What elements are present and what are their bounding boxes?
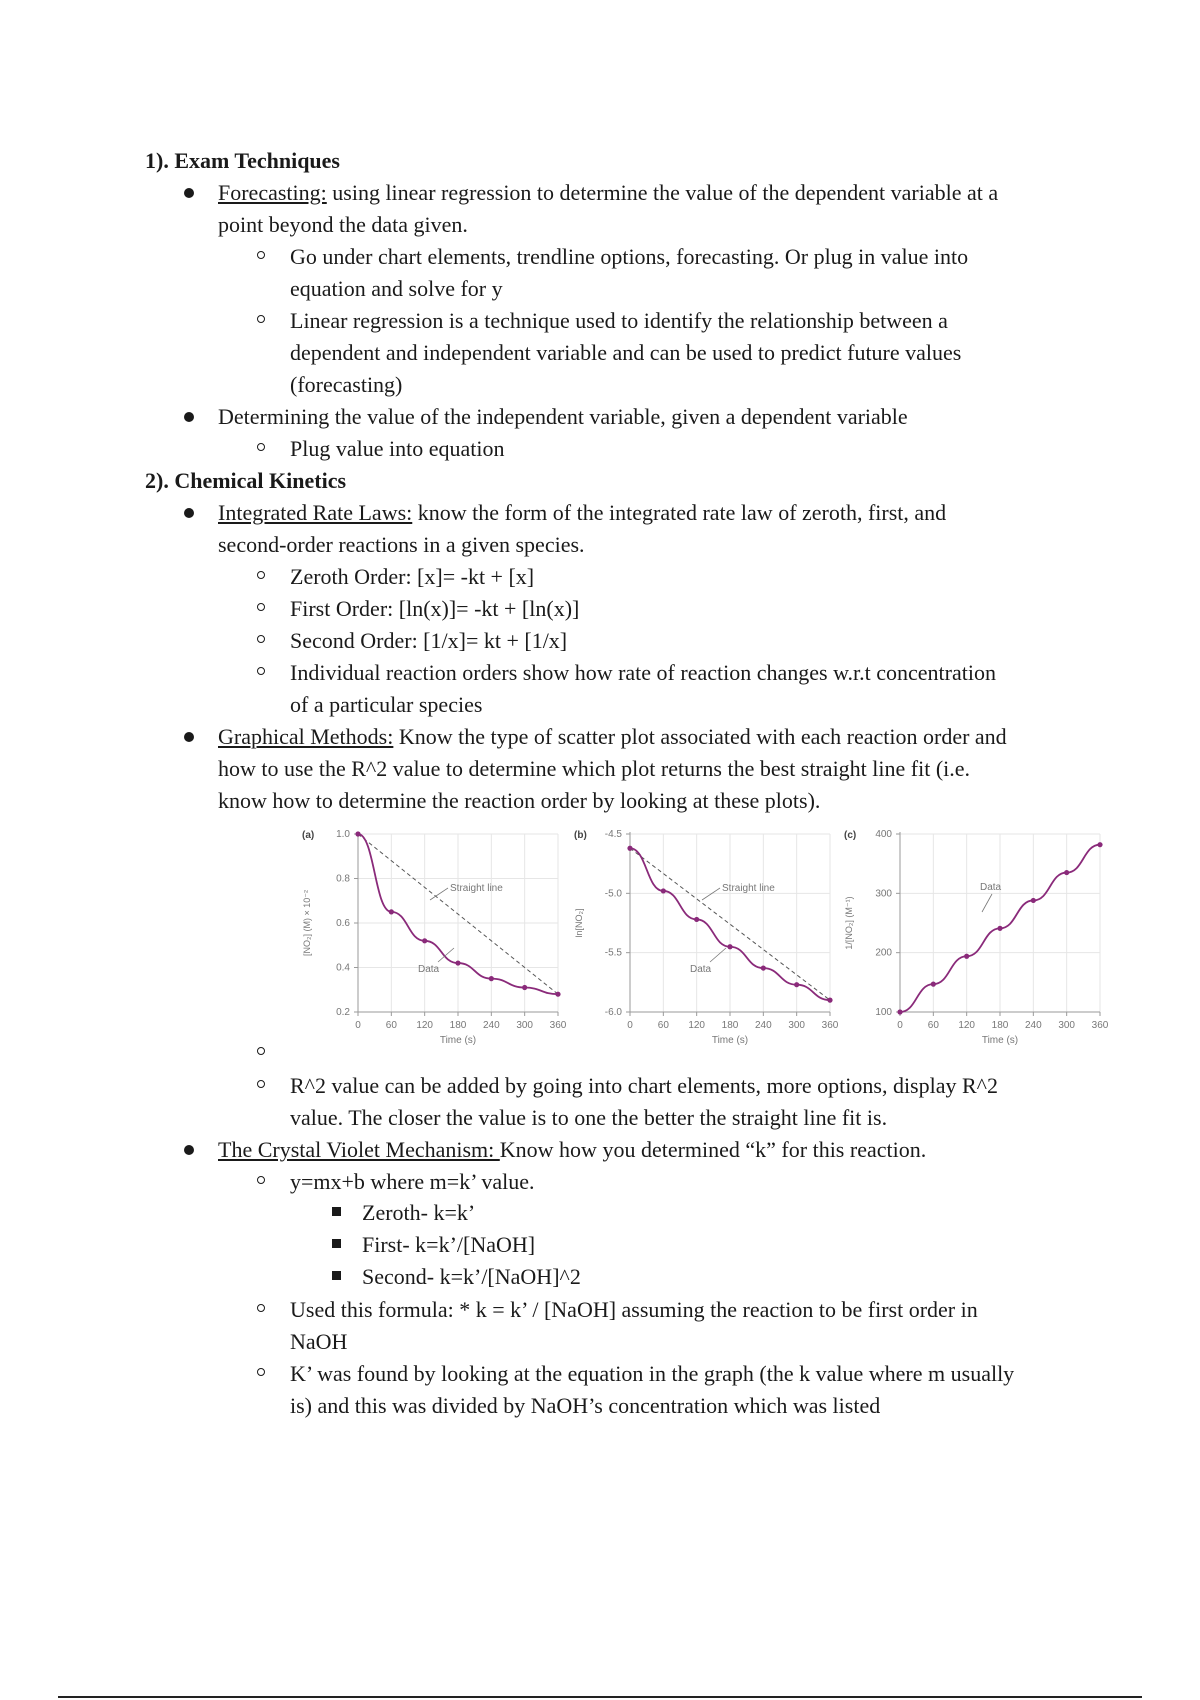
sub-bullet bbox=[257, 571, 265, 579]
y-tick-label: 0.4 bbox=[336, 962, 350, 974]
annotation-data: Data bbox=[418, 964, 440, 975]
bullet bbox=[184, 1145, 194, 1155]
y-tick-label: 400 bbox=[875, 829, 892, 840]
annotation-data: Data bbox=[690, 964, 712, 975]
section-heading-chemical-kinetics: 2). Chemical Kinetics bbox=[145, 468, 347, 493]
data-point bbox=[422, 938, 427, 943]
data-point bbox=[627, 846, 632, 851]
x-tick-label: 300 bbox=[1058, 1020, 1076, 1031]
x-tick-label: 120 bbox=[416, 1020, 434, 1031]
second-k-line: Second- k=k’/[NaOH]^2 bbox=[362, 1264, 581, 1289]
individual-orders-line-2: of a particular species bbox=[290, 692, 483, 717]
x-tick-label: 60 bbox=[927, 1020, 939, 1031]
data-point bbox=[964, 954, 969, 959]
section-heading-exam-techniques: 1). Exam Techniques bbox=[145, 148, 340, 173]
r2-line-2: value. The closer the value is to one the better the straight line fit is. bbox=[290, 1105, 888, 1130]
integrated-rate-laws-line-1 bbox=[218, 497, 946, 529]
y-axis-title: ln[NO₂] bbox=[574, 908, 584, 938]
y-tick-label: 300 bbox=[875, 888, 892, 900]
kprime-line-2: is) and this was divided by NaOH’s concentration which was listed bbox=[290, 1393, 881, 1418]
sub-bullet bbox=[257, 603, 265, 611]
first-k-line: First- k=k’/[NaOH] bbox=[362, 1232, 536, 1257]
annotation-leader bbox=[710, 948, 726, 962]
y-tick-label: 100 bbox=[875, 1007, 892, 1018]
forecasting-line-2: point beyond the data given. bbox=[218, 212, 468, 237]
forecasting-sub1-line-1: Go under chart elements, trendline options, forecasting. Or plug in value into bbox=[290, 244, 969, 269]
chart-panel-3 bbox=[844, 829, 1109, 1046]
x-axis-title: Time (s) bbox=[711, 1035, 749, 1046]
y-tick-label: -5.5 bbox=[604, 947, 622, 959]
y-axis-title: [NO₂] (M) × 10⁻² bbox=[302, 889, 312, 957]
data-point bbox=[897, 1009, 902, 1014]
x-tick-label: 240 bbox=[482, 1020, 500, 1031]
x-tick-label: 120 bbox=[958, 1020, 976, 1031]
data-point bbox=[1064, 870, 1069, 875]
graphical-methods-line-2: how to use the R^2 value to determine which plot returns the best straight line fit (i.e. bbox=[218, 756, 971, 781]
x-tick-label: 0 bbox=[897, 1020, 903, 1031]
zeroth-k-line: Zeroth- k=k’ bbox=[362, 1200, 476, 1225]
x-tick-label: 240 bbox=[754, 1020, 772, 1031]
x-tick-label: 0 bbox=[627, 1020, 633, 1031]
bullet bbox=[184, 732, 194, 742]
bullet bbox=[184, 508, 194, 518]
y-tick-label: 1.0 bbox=[336, 829, 350, 840]
x-tick-label: 240 bbox=[1024, 1020, 1042, 1031]
sub-bullet bbox=[257, 667, 265, 675]
annotation-data: Data bbox=[980, 882, 1002, 893]
annotation-straight-line: Straight line bbox=[722, 883, 775, 894]
forecasting-sub1-line-2: equation and solve for y bbox=[290, 276, 503, 301]
second-order-line: Second Order: [1/x]= kt + [1/x] bbox=[290, 628, 568, 653]
x-tick-label: 0 bbox=[355, 1020, 361, 1031]
x-tick-label: 180 bbox=[721, 1020, 739, 1031]
annotation-leader bbox=[702, 888, 720, 900]
data-point bbox=[931, 982, 936, 987]
y-axis-title: 1/[NO₂] (M⁻¹) bbox=[844, 896, 854, 950]
y-tick-label: 0.2 bbox=[336, 1007, 350, 1018]
y-tick-label: 0.8 bbox=[336, 873, 350, 885]
chart-panel-1 bbox=[302, 829, 567, 1046]
y-tick-label: -4.5 bbox=[604, 829, 622, 840]
footer-rule bbox=[58, 1696, 1142, 1698]
data-point bbox=[455, 960, 460, 965]
sub-bullet bbox=[257, 1368, 265, 1376]
data-point bbox=[522, 985, 527, 990]
x-tick-label: 360 bbox=[821, 1020, 839, 1031]
graphical-methods-line-1 bbox=[218, 721, 1007, 753]
annotation-straight-line: Straight line bbox=[450, 883, 503, 894]
sub-bullet bbox=[257, 1176, 265, 1184]
graphical-methods-text: Know the type of scatter plot associated with each reaction order and bbox=[393, 724, 1007, 749]
data-point bbox=[355, 831, 360, 836]
panel-label: (a) bbox=[302, 830, 315, 841]
data-point bbox=[827, 998, 832, 1003]
y-tick-label: -6.0 bbox=[604, 1007, 622, 1018]
first-order-line: First Order: [ln(x)]= -kt + [ln(x)] bbox=[290, 596, 580, 621]
kinetics-plots-figure bbox=[290, 822, 1120, 1062]
x-axis-title: Time (s) bbox=[981, 1035, 1019, 1046]
y-tick-label: -5.0 bbox=[604, 888, 622, 900]
forecasting-sub2-line-1: Linear regression is a technique used to identify the relationship between a bbox=[290, 308, 948, 333]
chart-panel-2 bbox=[574, 829, 839, 1046]
integrated-rate-laws-label: Integrated Rate Laws: bbox=[218, 500, 413, 525]
zeroth-order-line: Zeroth Order: [x]= -kt + [x] bbox=[290, 564, 535, 589]
x-tick-label: 120 bbox=[688, 1020, 706, 1031]
forecasting-label: Forecasting: bbox=[218, 180, 327, 205]
crystal-violet-line bbox=[218, 1134, 926, 1166]
data-point bbox=[727, 944, 732, 949]
y-tick-label: 200 bbox=[875, 947, 892, 959]
annotation-leader bbox=[982, 894, 992, 912]
forecasting-line-1 bbox=[218, 177, 998, 209]
independent-variable-line: Determining the value of the independent variable, given a dependent variable bbox=[218, 404, 908, 429]
r2-line-1: R^2 value can be added by going into chart elements, more options, display R^2 bbox=[290, 1073, 998, 1098]
bullet bbox=[184, 412, 194, 422]
ymxb-line: y=mx+b where m=k’ value. bbox=[290, 1169, 535, 1194]
sub-bullet bbox=[257, 1304, 265, 1312]
data-point bbox=[389, 909, 394, 914]
y-tick-label: 0.6 bbox=[336, 918, 350, 929]
sub-bullet bbox=[257, 315, 265, 323]
x-axis-title: Time (s) bbox=[439, 1035, 477, 1046]
formula-line-2: NaOH bbox=[290, 1329, 348, 1354]
forecasting-sub2-line-3: (forecasting) bbox=[290, 372, 403, 397]
plug-value-line: Plug value into equation bbox=[290, 436, 505, 461]
crystal-violet-label: The Crystal Violet Mechanism: bbox=[218, 1137, 500, 1162]
formula-line-1: Used this formula: * k = k’ / [NaOH] assuming the reaction to be first order in bbox=[290, 1297, 978, 1322]
sub-bullet bbox=[257, 1080, 265, 1088]
graphical-methods-line-3: know how to determine the reaction order by looking at these plots). bbox=[218, 788, 821, 813]
integrated-rate-laws-line-2: second-order reactions in a given species. bbox=[218, 532, 585, 557]
x-tick-label: 180 bbox=[991, 1020, 1009, 1031]
integrated-rate-laws-text: know the form of the integrated rate law of zeroth, first, and bbox=[412, 500, 947, 525]
individual-orders-line-1: Individual reaction orders show how rate of reaction changes w.r.t concentration bbox=[290, 660, 996, 685]
data-point bbox=[555, 992, 560, 997]
forecasting-sub2-line-2: dependent and independent variable and can be used to predict future values bbox=[290, 340, 962, 365]
panel-label: (c) bbox=[844, 830, 857, 841]
x-tick-label: 360 bbox=[1091, 1020, 1109, 1031]
graphical-methods-label: Graphical Methods: bbox=[218, 724, 394, 749]
bullet bbox=[184, 188, 194, 198]
square-bullet bbox=[332, 1271, 341, 1280]
forecasting-text: using linear regression to determine the value of the dependent variable at a bbox=[326, 180, 999, 205]
x-tick-label: 180 bbox=[449, 1020, 467, 1031]
data-point bbox=[1097, 842, 1102, 847]
data-point bbox=[997, 926, 1002, 931]
data-point bbox=[794, 982, 799, 987]
x-tick-label: 60 bbox=[385, 1020, 397, 1031]
sub-bullet bbox=[257, 443, 265, 451]
x-tick-label: 300 bbox=[516, 1020, 534, 1031]
square-bullet bbox=[332, 1207, 341, 1216]
data-point bbox=[1031, 898, 1036, 903]
annotation-leader bbox=[430, 888, 448, 900]
sub-bullet bbox=[257, 1047, 265, 1055]
kprime-line-1: K’ was found by looking at the equation in the graph (the k value where m usually bbox=[290, 1361, 1015, 1386]
data-point bbox=[761, 965, 766, 970]
x-tick-label: 360 bbox=[549, 1020, 567, 1031]
sub-bullet bbox=[257, 251, 265, 259]
square-bullet bbox=[332, 1239, 341, 1248]
panel-label: (b) bbox=[574, 830, 587, 841]
data-point bbox=[661, 888, 666, 893]
data-point bbox=[694, 917, 699, 922]
x-tick-label: 60 bbox=[657, 1020, 669, 1031]
data-point bbox=[489, 976, 494, 981]
x-tick-label: 300 bbox=[788, 1020, 806, 1031]
sub-bullet bbox=[257, 635, 265, 643]
crystal-violet-text: Know how you determined “k” for this reaction. bbox=[499, 1137, 927, 1162]
